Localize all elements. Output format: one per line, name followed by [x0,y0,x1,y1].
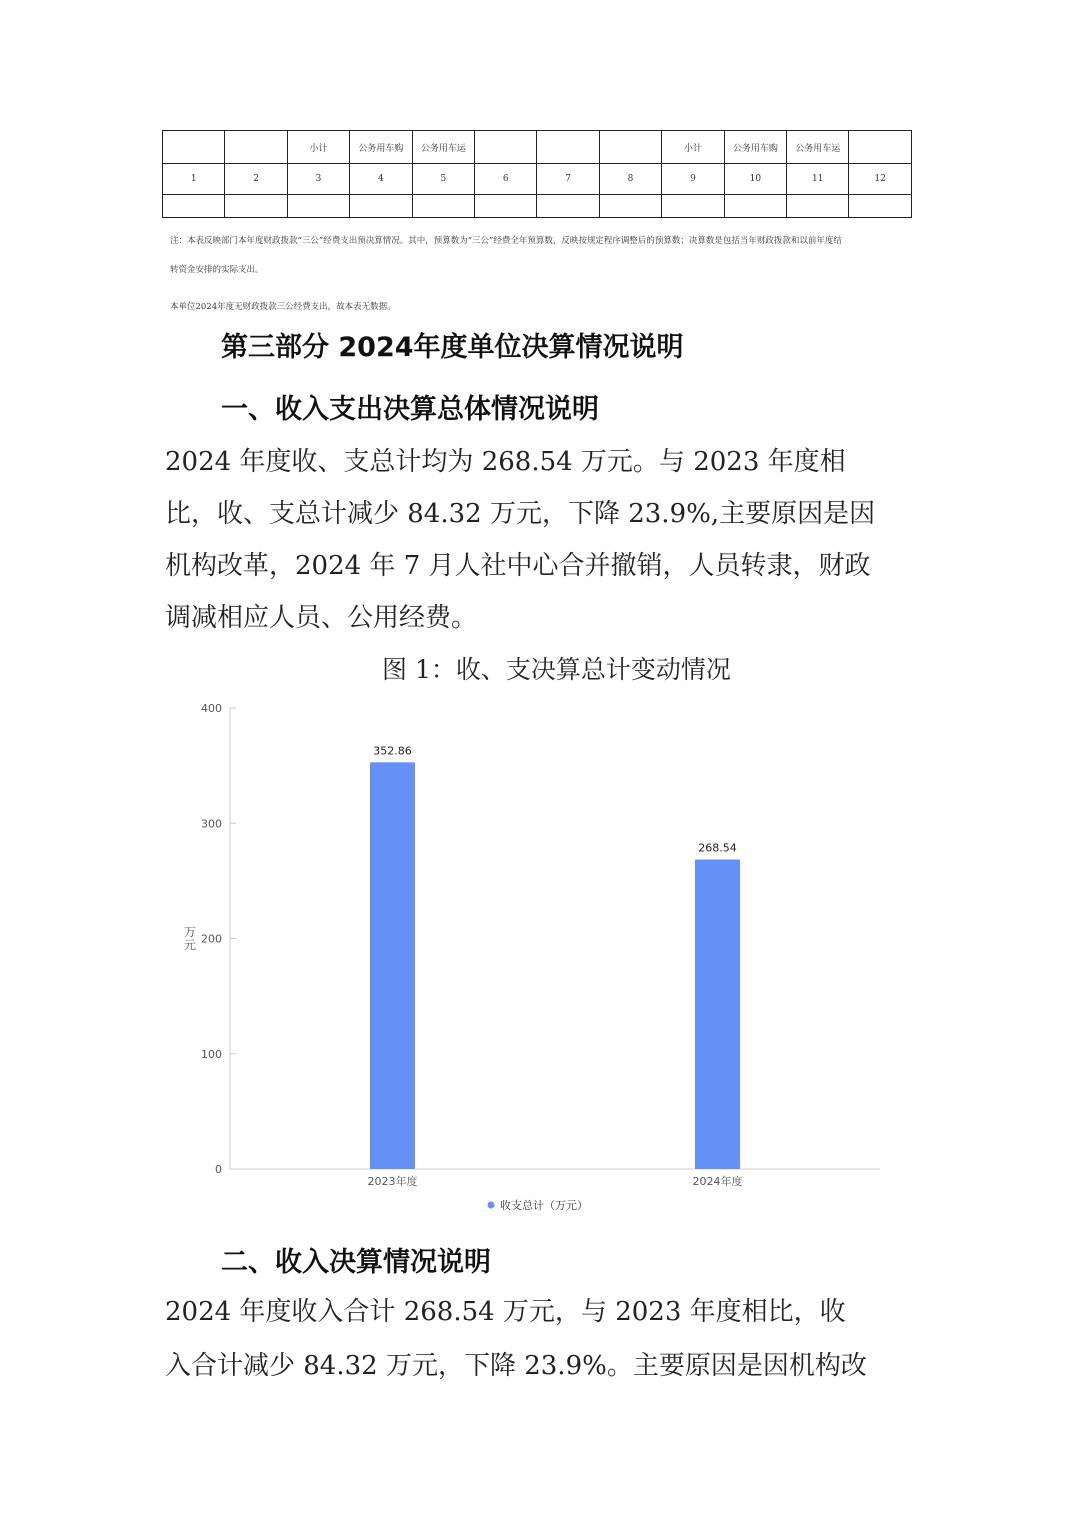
table-note: 本单位2024年度无财政拨款三公经费支出，故本表无数据。 [170,302,396,312]
y-tick-label: 100 [201,1047,222,1061]
table-cell [849,131,912,164]
expense-bar-chart [160,700,900,1220]
table-cell: 6 [475,164,537,195]
table-header-row [163,131,912,164]
bar [695,860,740,1169]
paragraph-line: 调减相应人员、公用经费。 [165,603,478,633]
table-cell: 2 [225,164,287,195]
bar-value-label: 268.54 [698,841,737,855]
table-cell [662,195,724,218]
section-heading: 二、收入决算情况说明 [221,1247,491,1278]
table-cell [849,195,912,218]
table-cell: 11 [787,164,849,195]
table-cell [287,195,349,218]
x-tick-label: 2024年度 [692,1175,743,1188]
table-cell [225,131,287,164]
y-axis-label: 万元 [183,925,197,952]
table-cell [599,195,661,218]
y-tick-label: 0 [215,1163,222,1176]
table-cell: 小计 [287,131,349,164]
table-cell [412,195,474,218]
table-cell: 7 [537,164,599,195]
table-cell [537,131,599,164]
figure-caption: 图 1：收、支决算总计变动情况 [382,655,731,684]
paragraph-line: 比，收、支总计减少 84.32 万元，下降 23.9%,主要原因是因 [165,499,876,529]
table-cell: 公务用车运 [787,131,849,164]
table-cell: 12 [849,164,912,195]
table-cell: 3 [287,164,349,195]
table-cell [225,195,287,218]
x-tick-label: 2023年度 [367,1175,418,1188]
bar [370,762,415,1169]
y-tick-label: 200 [201,932,222,946]
y-tick-label: 300 [201,817,222,831]
section-heading: 一、收入支出决算总体情况说明 [221,394,599,425]
legend-label: 收支总计（万元） [500,1199,588,1212]
y-tick-label: 400 [201,702,222,715]
table-cell: 公务用车购 [350,131,412,164]
table-cell: 8 [599,164,661,195]
table-cell [163,195,225,218]
paragraph-line: 2024 年度收、支总计均为 268.54 万元。与 2023 年度相 [165,447,846,477]
three-public-expense-table [162,130,912,218]
table-note: 注：本表反映部门本年度财政拨款“三公”经费支出预决算情况。其中，预算数为“三公”经费全年预算数，反映按规定程序调整后的预算数；决算数是包括当年财政拨款和以前年度结 [170,236,842,246]
table-number-row [163,164,912,195]
table-cell [724,195,786,218]
table-cell: 1 [163,164,225,195]
legend-marker [488,1202,495,1209]
table-cell [163,131,225,164]
table-cell: 小计 [662,131,724,164]
table-cell [599,131,661,164]
table-cell: 9 [662,164,724,195]
table-cell [350,195,412,218]
table-cell: 公务用车购 [724,131,786,164]
table-cell: 10 [724,164,786,195]
paragraph-line: 入合计减少 84.32 万元，下降 23.9%。主要原因是因机构改 [165,1351,867,1381]
table-note: 转资金安排的实际支出。 [170,265,264,275]
paragraph-line: 机构改革，2024 年 7 月人社中心合并撤销，人员转隶，财政 [165,551,871,581]
part-title: 第三部分 2024年度单位决算情况说明 [221,332,684,363]
table-cell: 4 [350,164,412,195]
table-cell [475,195,537,218]
table-cell [475,131,537,164]
bar-value-label: 352.86 [373,744,412,758]
table-cell: 5 [412,164,474,195]
table-data-row [163,195,912,218]
table-cell [537,195,599,218]
table-cell: 公务用车运 [412,131,474,164]
table-cell [787,195,849,218]
paragraph-line: 2024 年度收入合计 268.54 万元，与 2023 年度相比，收 [165,1297,846,1327]
